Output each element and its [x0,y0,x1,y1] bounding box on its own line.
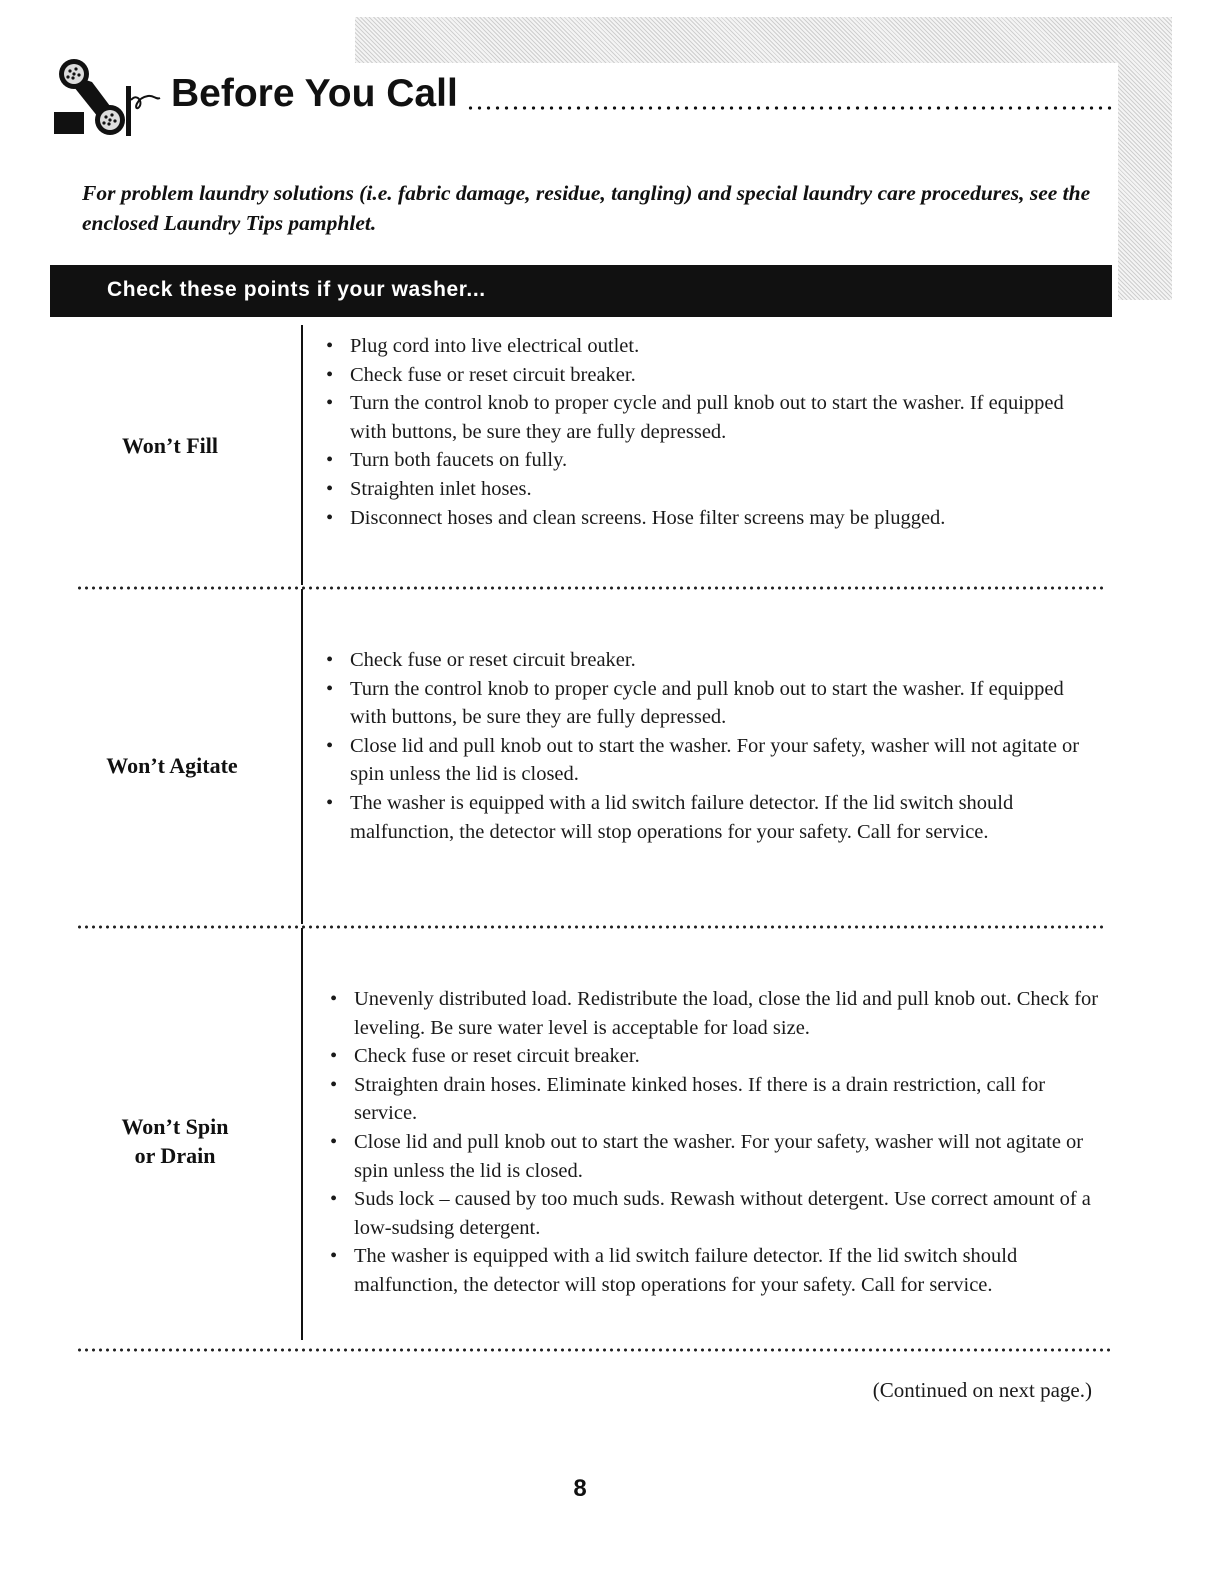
column-divider [301,325,303,585]
list-item: • Close lid and pull knob out to start the washer. For your safety, washer will not agitate or spin unless the lid is closed. [322,732,1097,789]
list-item: • Disconnect hoses and clean screens. Hose filter screens may be plugged. [322,504,1097,533]
list-item: • Straighten drain hoses. Eliminate kinked hoses. If there is a drain restriction, call for service. [326,1071,1101,1128]
solution-list [322,332,1097,532]
list-item: • Turn the control knob to proper cycle and pull knob out to start the washer. If equipped with buttons, be sure they are fully depressed. [322,389,1097,446]
list-item: • Check fuse or reset circuit breaker. [322,646,1097,675]
page-number: 8 [573,1475,587,1502]
list-item: • Check fuse or reset circuit breaker. [322,361,1097,390]
solution-list [326,985,1101,1300]
intro-note: For problem laundry solutions (i.e. fabric damage, residue, tangling) and special laundry care procedures, see the enclosed Laundry Tips pamphlet. [82,181,1091,235]
list-item: • Turn the control knob to proper cycle and pull knob out to start the washer. If equipped with buttons, be sure they are fully depressed. [322,675,1097,732]
title-leader-dots [466,106,1116,110]
banner-text: Check these points if your washer... [107,278,486,301]
column-divider [301,928,303,1340]
telephone-handset-icon [52,52,162,138]
section-banner [50,265,1112,317]
problem-label: Won’t Spin or Drain [121,1114,229,1168]
row-separator [76,925,1106,929]
header-shading [355,17,1172,63]
side-shading [1118,17,1172,300]
list-item: • The washer is equipped with a lid switch failure detector. If the lid switch should malfunction, the detector will stop operations for your safety. Call for service. [326,1242,1101,1299]
list-item: • Plug cord into live electrical outlet. [322,332,1097,361]
title-text: Before You Call [171,74,458,113]
list-item: • Close lid and pull knob out to start the washer. For your safety, washer will not agitate or spin unless the lid is closed. [326,1128,1101,1185]
problem-label: Won’t Fill [122,433,218,458]
row-separator [76,586,1106,590]
problem-label: Won’t Agitate [106,753,238,778]
list-item: • Suds lock – caused by too much suds. Rewash without detergent. Use correct amount of a low-sudsing detergent. [326,1185,1101,1242]
list-item: • Unevenly distributed load. Redistribute the load, close the lid and pull knob out. Check for leveling. Be sure water level is acceptable for load size. [326,985,1101,1042]
list-item: • Turn both faucets on fully. [322,446,1097,475]
list-item: • The washer is equipped with a lid switch failure detector. If the lid switch should malfunction, the detector will stop operations for your safety. Call for service. [322,789,1097,846]
page-title [171,74,1116,113]
continued-note: (Continued on next page.) [872,1378,1092,1402]
row-separator [76,1348,1112,1352]
list-item: • Straighten inlet hoses. [322,475,1097,504]
list-item: • Check fuse or reset circuit breaker. [326,1042,1101,1071]
solution-list [322,646,1097,846]
column-divider [301,589,303,924]
